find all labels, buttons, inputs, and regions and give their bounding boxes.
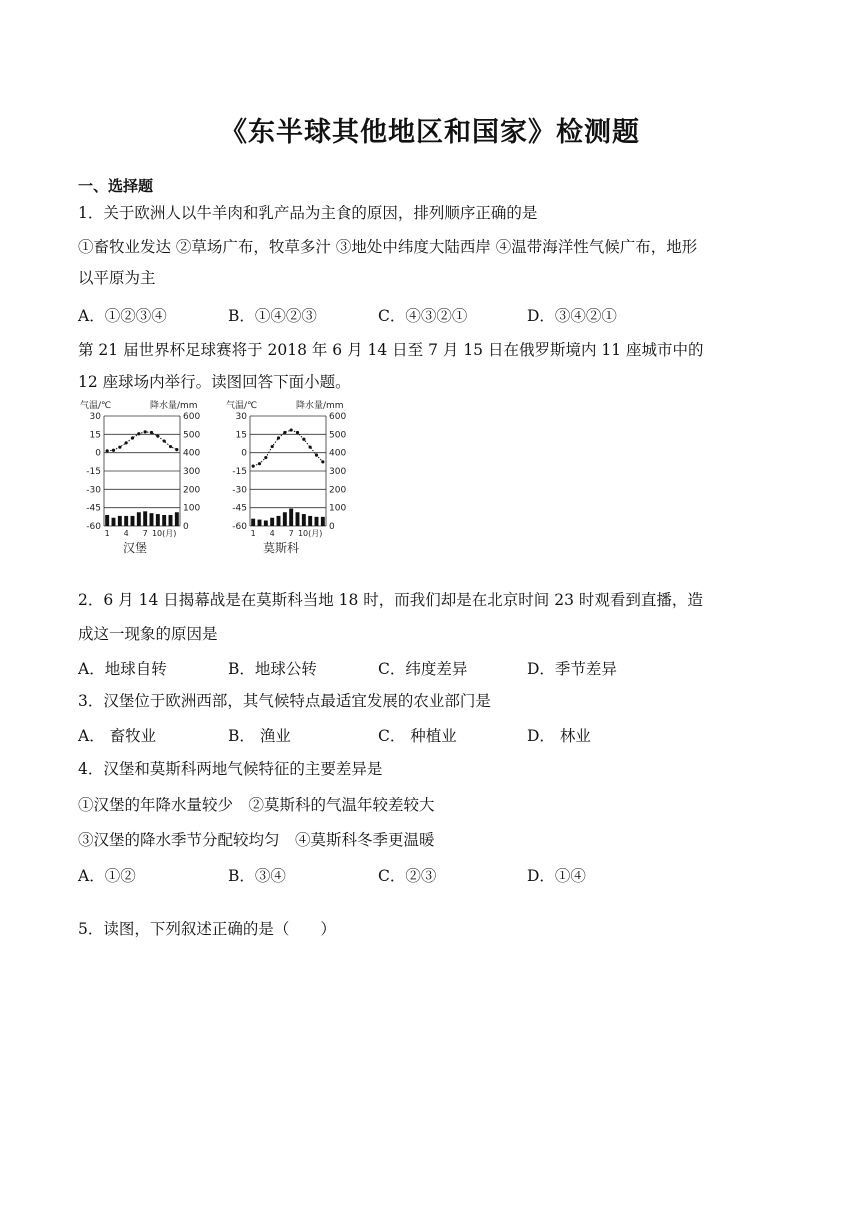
q4-items-line2: ③汉堡的降水季节分配较均匀 ④莫斯科冬季更温暖	[78, 831, 435, 849]
q2-option-c: C．纬度差异	[378, 660, 468, 678]
precipitation-tick-label: 200	[183, 485, 201, 496]
temperature-point	[156, 435, 159, 438]
precipitation-bar	[162, 515, 166, 526]
precipitation-axis-label: 降水量/mm	[296, 401, 344, 411]
temperature-tick-label: 30	[89, 412, 101, 422]
precipitation-tick-label: 300	[329, 467, 347, 477]
precipitation-tick-label: 100	[183, 503, 201, 514]
precipitation-bar	[175, 512, 179, 526]
q1-stem: 1．关于欧洲人以牛羊肉和乳产品为主食的原因，排列顺序正确的是	[78, 204, 538, 222]
q4-stem: 4．汉堡和莫斯科两地气候特征的主要差异是	[78, 760, 383, 778]
temperature-point	[271, 445, 274, 448]
month-tick-label: 7	[288, 529, 294, 538]
temperature-point	[258, 462, 261, 465]
q1-option-a: A．①②③④	[78, 307, 167, 325]
month-tick-label: 4	[123, 529, 129, 538]
temperature-tick-label: -30	[86, 485, 101, 496]
precipitation-bar	[270, 518, 274, 526]
precipitation-tick-label: 500	[183, 430, 201, 441]
q2-option-a: A．地球自转	[78, 660, 167, 678]
temperature-point	[264, 456, 267, 459]
precipitation-tick-label: 300	[183, 467, 201, 477]
q1-option-b: B．①④②③	[228, 307, 317, 325]
temperature-axis-label: 气温/℃	[80, 401, 112, 411]
temperature-point	[321, 460, 324, 463]
q4-items-line1: ①汉堡的年降水量较少 ②莫斯科的气温年较差较大	[78, 796, 435, 814]
month-tick-label: 10(月)	[297, 529, 323, 538]
temperature-tick-label: 0	[95, 448, 101, 459]
temperature-point	[163, 439, 166, 442]
q2-stem-line1: 2．6 月 14 日揭幕战是在莫斯科当地 18 时，而我们却是在北京时间 23 时观看到直播，造	[78, 591, 703, 609]
temperature-tick-label: 15	[235, 430, 247, 441]
precipitation-bar	[105, 515, 109, 526]
precipitation-tick-label: 0	[183, 522, 189, 532]
precipitation-bar	[137, 512, 141, 526]
q5-stem: 5．读图，下列叙述正确的是（ ）	[78, 920, 336, 938]
q4-option-c: C．②③	[378, 867, 437, 885]
temperature-point	[106, 449, 109, 452]
month-tick-label: 7	[142, 529, 148, 538]
temperature-point	[112, 449, 115, 452]
precipitation-bar	[131, 516, 135, 526]
precipitation-tick-label: 600	[329, 412, 347, 422]
q1-items-line2: 以平原为主	[78, 269, 156, 287]
precipitation-bar	[321, 517, 325, 526]
month-tick-label: 10(月)	[151, 529, 177, 538]
month-tick-label: 1	[250, 529, 256, 538]
q1-option-c: C．④③②①	[378, 307, 468, 325]
temperature-point	[277, 436, 280, 439]
precipitation-bar	[118, 516, 122, 526]
temperature-line	[253, 430, 323, 466]
q3-option-c: C． 种植业	[378, 727, 457, 745]
q1-option-d: D．③④②①	[527, 307, 617, 325]
q3-stem: 3．汉堡位于欧洲西部，其气候特点最适宜发展的农业部门是	[78, 692, 491, 710]
temperature-point	[144, 430, 147, 433]
precipitation-tick-label: 0	[329, 522, 335, 532]
precipitation-tick-label: 400	[329, 448, 347, 459]
temperature-tick-label: -60	[86, 522, 101, 532]
temperature-tick-label: -60	[232, 522, 247, 532]
precipitation-axis-label: 降水量/mm	[150, 401, 198, 411]
precipitation-bar	[315, 517, 319, 526]
precipitation-tick-label: 500	[329, 430, 347, 441]
q1-items-line1: ①畜牧业发达 ②草场广布，牧草多汁 ③地处中纬度大陆西岸 ④温带海洋性气候广布，地形	[78, 238, 698, 256]
precipitation-bar	[296, 512, 300, 526]
temperature-point	[296, 431, 299, 434]
temperature-point	[302, 438, 305, 441]
temperature-point	[290, 428, 293, 431]
temperature-point	[118, 446, 121, 449]
precipitation-bar	[277, 516, 281, 526]
q2-option-d: D．季节差异	[527, 660, 617, 678]
temperature-point	[137, 432, 140, 435]
temperature-tick-label: 0	[241, 448, 247, 459]
temperature-tick-label: -30	[232, 485, 247, 496]
precipitation-bar	[169, 515, 173, 526]
temperature-point	[283, 431, 286, 434]
temperature-tick-label: -45	[232, 503, 247, 514]
temperature-tick-label: -15	[232, 467, 247, 477]
month-tick-label: 4	[269, 529, 275, 538]
precipitation-bar	[302, 514, 306, 526]
temperature-point	[309, 446, 312, 449]
q3-option-b: B． 渔业	[228, 727, 291, 745]
precipitation-tick-label: 400	[183, 448, 201, 459]
temperature-point	[169, 445, 172, 448]
precipitation-tick-label: 200	[329, 485, 347, 496]
q2-option-b: B．地球公转	[228, 660, 317, 678]
precipitation-bar	[264, 521, 268, 527]
q3-option-d: D． 林业	[527, 727, 591, 745]
climate-charts	[80, 396, 360, 558]
precipitation-bar	[283, 512, 287, 526]
temperature-tick-label: -15	[86, 467, 101, 477]
q4-option-b: B．③④	[228, 867, 286, 885]
precipitation-bar	[289, 509, 293, 526]
precipitation-bar	[258, 520, 262, 526]
temperature-axis-label: 气温/℃	[226, 401, 258, 411]
precipitation-bar	[112, 518, 116, 526]
month-tick-label: 1	[104, 529, 110, 538]
temperature-point	[125, 441, 128, 444]
precipitation-bar	[150, 513, 154, 526]
chart-title: 莫斯科	[262, 541, 300, 555]
q4-option-a: A．①②	[78, 867, 136, 885]
q4-option-d: D．①④	[527, 867, 586, 885]
precipitation-bar	[124, 516, 128, 526]
section-heading: 一、选择题	[78, 177, 154, 195]
temperature-point	[175, 448, 178, 451]
temperature-point	[315, 454, 318, 457]
page-title: 《东半球其他地区和国家》检测题	[220, 117, 640, 148]
q2-stem-line2: 成这一现象的原因是	[78, 625, 218, 643]
temperature-point	[150, 431, 153, 434]
temperature-tick-label: 30	[235, 412, 247, 422]
temperature-point	[131, 436, 134, 439]
temperature-tick-label: -45	[86, 503, 101, 514]
chart-title: 汉堡	[122, 541, 148, 555]
precipitation-bar	[156, 514, 160, 526]
precipitation-bar	[251, 519, 255, 526]
intro-line1: 第 21 届世界杯足球赛将于 2018 年 6 月 14 日至 7 月 15 日在俄罗斯境内 11 座城市中的	[78, 341, 704, 359]
precipitation-tick-label: 100	[329, 503, 347, 514]
precipitation-bar	[143, 511, 147, 526]
temperature-point	[252, 465, 255, 468]
precipitation-tick-label: 600	[183, 412, 201, 422]
precipitation-bar	[308, 516, 312, 526]
temperature-tick-label: 15	[89, 430, 101, 441]
intro-line2: 12 座球场内举行。读图回答下面小题。	[78, 373, 351, 391]
q3-option-a: A． 畜牧业	[78, 727, 157, 745]
